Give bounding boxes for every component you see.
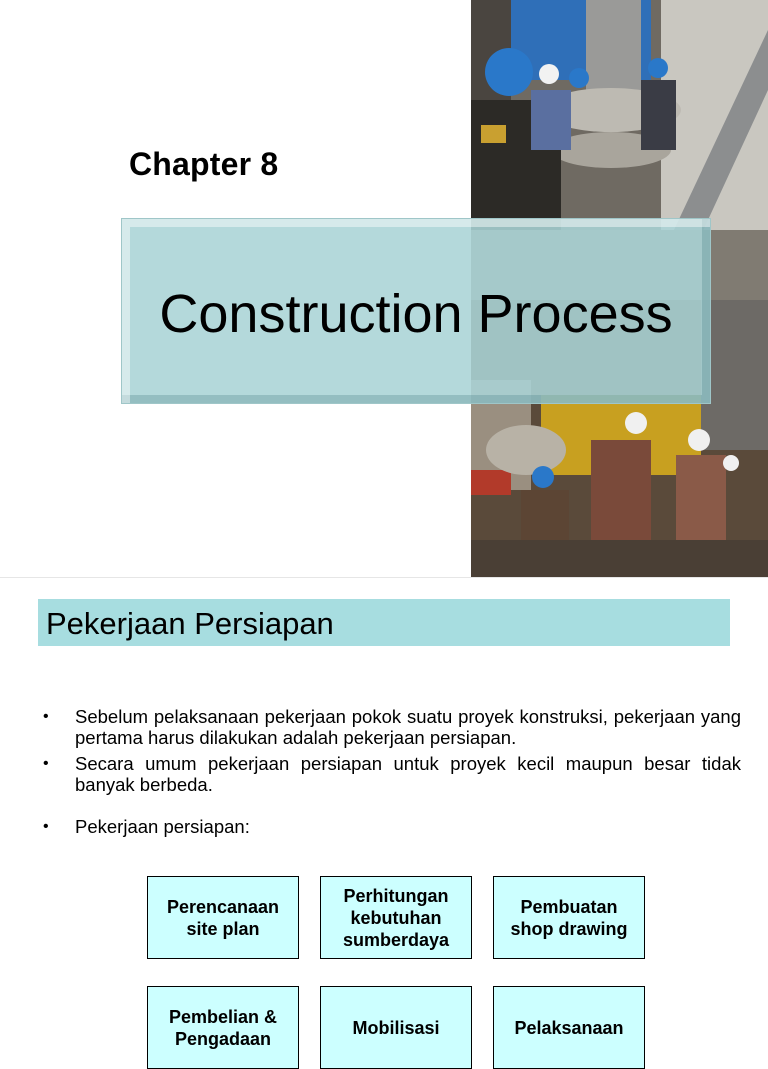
bullet-icon: • — [43, 755, 49, 772]
slide-2 — [0, 578, 768, 1049]
flow-box-execution: Pelaksanaan — [493, 986, 645, 1069]
bullet-text: Secara umum pekerjaan persiapan untuk proyek kecil maupun besar tidak banyak berbeda. — [75, 753, 741, 795]
bullet-icon: • — [43, 708, 49, 725]
chapter-label: Chapter 8 — [129, 146, 279, 182]
flow-box-shop-drawing: Pembuatan shop drawing — [493, 876, 645, 959]
flow-box-procurement: Pembelian & Pengadaan — [147, 986, 299, 1069]
flow-box-site-plan: Perencanaan site plan — [147, 876, 299, 959]
bullet-list — [40, 706, 741, 837]
slide-heading: Pekerjaan Persiapan — [46, 606, 334, 641]
heading-bar — [38, 599, 730, 646]
slide-title: Construction Process — [159, 284, 673, 344]
flow-box-mobilization: Mobilisasi — [320, 986, 472, 1069]
bullet-text: Sebelum pelaksanaan pekerjaan pokok suatu proyek konstruksi, pekerjaan yang pertama harus dilakukan adalah pekerjaan persiapan. — [75, 706, 741, 748]
bullet-icon: • — [43, 818, 49, 835]
bullet-item — [40, 753, 741, 795]
flow-box-resource-calculation: Perhitungan kebutuhan sumberdaya — [320, 876, 472, 959]
bullet-item — [40, 706, 741, 748]
title-box — [121, 218, 711, 404]
bullet-text: Pekerjaan persiapan: — [75, 816, 250, 837]
bullet-item — [40, 816, 741, 837]
